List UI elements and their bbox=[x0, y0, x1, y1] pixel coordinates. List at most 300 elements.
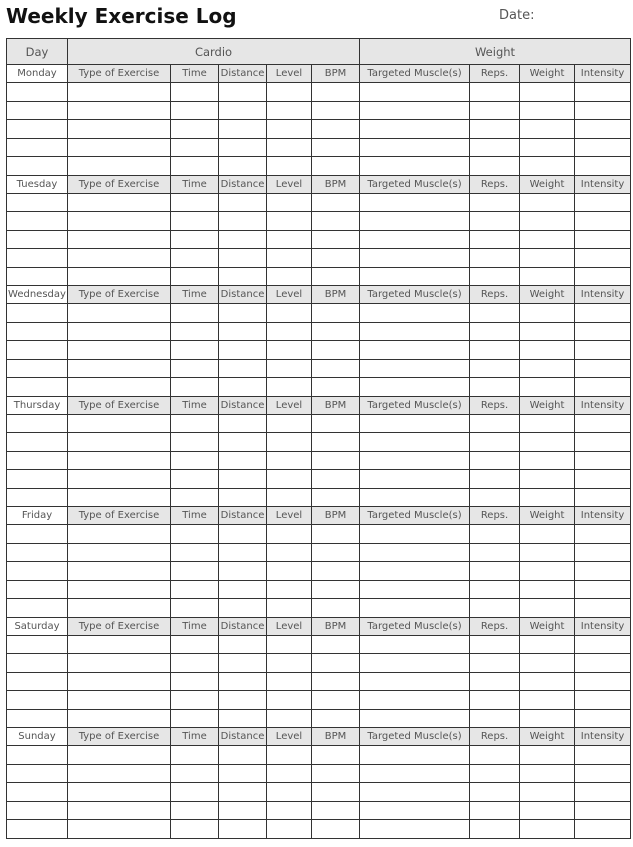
entry-cell[interactable] bbox=[312, 378, 360, 397]
entry-cell[interactable] bbox=[312, 120, 360, 139]
entry-cell[interactable] bbox=[68, 433, 171, 452]
entry-cell[interactable] bbox=[7, 120, 68, 139]
entry-cell[interactable] bbox=[575, 193, 631, 212]
entry-cell[interactable] bbox=[312, 451, 360, 470]
entry-cell[interactable] bbox=[267, 654, 312, 673]
entry-cell[interactable] bbox=[520, 433, 575, 452]
entry-cell[interactable] bbox=[171, 267, 219, 286]
entry-cell[interactable] bbox=[360, 414, 470, 433]
entry-cell[interactable] bbox=[7, 341, 68, 360]
entry-cell[interactable] bbox=[267, 120, 312, 139]
entry-cell[interactable] bbox=[267, 433, 312, 452]
entry-cell[interactable] bbox=[68, 691, 171, 710]
entry-cell[interactable] bbox=[267, 470, 312, 489]
entry-cell[interactable] bbox=[267, 212, 312, 231]
entry-cell[interactable] bbox=[575, 580, 631, 599]
entry-cell[interactable] bbox=[7, 83, 68, 102]
entry-cell[interactable] bbox=[68, 488, 171, 507]
entry-cell[interactable] bbox=[219, 488, 267, 507]
entry-cell[interactable] bbox=[219, 193, 267, 212]
entry-cell[interactable] bbox=[219, 359, 267, 378]
entry-cell[interactable] bbox=[312, 322, 360, 341]
entry-cell[interactable] bbox=[219, 672, 267, 691]
entry-cell[interactable] bbox=[575, 230, 631, 249]
entry-cell[interactable] bbox=[7, 267, 68, 286]
entry-cell[interactable] bbox=[267, 378, 312, 397]
entry-cell[interactable] bbox=[575, 691, 631, 710]
entry-cell[interactable] bbox=[360, 691, 470, 710]
entry-cell[interactable] bbox=[267, 322, 312, 341]
entry-cell[interactable] bbox=[470, 359, 520, 378]
entry-cell[interactable] bbox=[312, 414, 360, 433]
entry-cell[interactable] bbox=[171, 433, 219, 452]
entry-cell[interactable] bbox=[520, 672, 575, 691]
entry-cell[interactable] bbox=[267, 525, 312, 544]
entry-cell[interactable] bbox=[312, 599, 360, 618]
entry-cell[interactable] bbox=[7, 635, 68, 654]
entry-cell[interactable] bbox=[360, 599, 470, 618]
entry-cell[interactable] bbox=[171, 562, 219, 581]
entry-cell[interactable] bbox=[520, 249, 575, 268]
entry-cell[interactable] bbox=[219, 249, 267, 268]
entry-cell[interactable] bbox=[267, 635, 312, 654]
entry-cell[interactable] bbox=[470, 322, 520, 341]
entry-cell[interactable] bbox=[7, 470, 68, 489]
entry-cell[interactable] bbox=[470, 562, 520, 581]
entry-cell[interactable] bbox=[470, 378, 520, 397]
entry-cell[interactable] bbox=[68, 322, 171, 341]
entry-cell[interactable] bbox=[312, 562, 360, 581]
entry-cell[interactable] bbox=[267, 249, 312, 268]
entry-cell[interactable] bbox=[7, 488, 68, 507]
entry-cell[interactable] bbox=[68, 451, 171, 470]
entry-cell[interactable] bbox=[68, 267, 171, 286]
entry-cell[interactable] bbox=[7, 230, 68, 249]
entry-cell[interactable] bbox=[171, 599, 219, 618]
entry-cell[interactable] bbox=[7, 378, 68, 397]
entry-cell[interactable] bbox=[520, 562, 575, 581]
entry-cell[interactable] bbox=[68, 580, 171, 599]
entry-cell[interactable] bbox=[171, 341, 219, 360]
entry-cell[interactable] bbox=[219, 746, 267, 765]
entry-cell[interactable] bbox=[267, 543, 312, 562]
entry-cell[interactable] bbox=[171, 801, 219, 820]
entry-cell[interactable] bbox=[267, 801, 312, 820]
entry-cell[interactable] bbox=[575, 801, 631, 820]
entry-cell[interactable] bbox=[171, 322, 219, 341]
entry-cell[interactable] bbox=[575, 488, 631, 507]
entry-cell[interactable] bbox=[470, 820, 520, 839]
entry-cell[interactable] bbox=[360, 230, 470, 249]
entry-cell[interactable] bbox=[360, 249, 470, 268]
entry-cell[interactable] bbox=[171, 414, 219, 433]
entry-cell[interactable] bbox=[520, 488, 575, 507]
entry-cell[interactable] bbox=[520, 599, 575, 618]
entry-cell[interactable] bbox=[520, 691, 575, 710]
entry-cell[interactable] bbox=[68, 341, 171, 360]
entry-cell[interactable] bbox=[470, 654, 520, 673]
entry-cell[interactable] bbox=[171, 820, 219, 839]
entry-cell[interactable] bbox=[520, 193, 575, 212]
entry-cell[interactable] bbox=[7, 212, 68, 231]
entry-cell[interactable] bbox=[312, 525, 360, 544]
entry-cell[interactable] bbox=[360, 525, 470, 544]
entry-cell[interactable] bbox=[360, 120, 470, 139]
entry-cell[interactable] bbox=[267, 267, 312, 286]
entry-cell[interactable] bbox=[171, 138, 219, 157]
entry-cell[interactable] bbox=[219, 414, 267, 433]
entry-cell[interactable] bbox=[360, 488, 470, 507]
entry-cell[interactable] bbox=[219, 157, 267, 176]
entry-cell[interactable] bbox=[68, 138, 171, 157]
entry-cell[interactable] bbox=[575, 451, 631, 470]
entry-cell[interactable] bbox=[312, 635, 360, 654]
entry-cell[interactable] bbox=[267, 230, 312, 249]
entry-cell[interactable] bbox=[360, 304, 470, 323]
entry-cell[interactable] bbox=[470, 101, 520, 120]
entry-cell[interactable] bbox=[312, 359, 360, 378]
entry-cell[interactable] bbox=[171, 580, 219, 599]
entry-cell[interactable] bbox=[171, 120, 219, 139]
entry-cell[interactable] bbox=[219, 451, 267, 470]
entry-cell[interactable] bbox=[520, 746, 575, 765]
entry-cell[interactable] bbox=[267, 691, 312, 710]
entry-cell[interactable] bbox=[219, 120, 267, 139]
entry-cell[interactable] bbox=[470, 138, 520, 157]
entry-cell[interactable] bbox=[7, 543, 68, 562]
entry-cell[interactable] bbox=[219, 267, 267, 286]
entry-cell[interactable] bbox=[219, 562, 267, 581]
entry-cell[interactable] bbox=[520, 378, 575, 397]
entry-cell[interactable] bbox=[267, 451, 312, 470]
entry-cell[interactable] bbox=[360, 322, 470, 341]
entry-cell[interactable] bbox=[520, 341, 575, 360]
entry-cell[interactable] bbox=[520, 820, 575, 839]
entry-cell[interactable] bbox=[520, 230, 575, 249]
entry-cell[interactable] bbox=[360, 562, 470, 581]
entry-cell[interactable] bbox=[171, 672, 219, 691]
entry-cell[interactable] bbox=[219, 783, 267, 802]
entry-cell[interactable] bbox=[312, 488, 360, 507]
entry-cell[interactable] bbox=[7, 433, 68, 452]
entry-cell[interactable] bbox=[7, 820, 68, 839]
entry-cell[interactable] bbox=[520, 470, 575, 489]
entry-cell[interactable] bbox=[575, 83, 631, 102]
entry-cell[interactable] bbox=[267, 746, 312, 765]
entry-cell[interactable] bbox=[575, 525, 631, 544]
entry-cell[interactable] bbox=[68, 672, 171, 691]
entry-cell[interactable] bbox=[219, 138, 267, 157]
entry-cell[interactable] bbox=[520, 101, 575, 120]
entry-cell[interactable] bbox=[312, 580, 360, 599]
entry-cell[interactable] bbox=[312, 543, 360, 562]
entry-cell[interactable] bbox=[360, 341, 470, 360]
entry-cell[interactable] bbox=[68, 820, 171, 839]
entry-cell[interactable] bbox=[171, 212, 219, 231]
entry-cell[interactable] bbox=[470, 635, 520, 654]
entry-cell[interactable] bbox=[312, 783, 360, 802]
entry-cell[interactable] bbox=[360, 783, 470, 802]
entry-cell[interactable] bbox=[219, 599, 267, 618]
entry-cell[interactable] bbox=[68, 599, 171, 618]
entry-cell[interactable] bbox=[470, 414, 520, 433]
entry-cell[interactable] bbox=[312, 83, 360, 102]
entry-cell[interactable] bbox=[171, 709, 219, 728]
entry-cell[interactable] bbox=[520, 414, 575, 433]
entry-cell[interactable] bbox=[312, 764, 360, 783]
entry-cell[interactable] bbox=[171, 249, 219, 268]
entry-cell[interactable] bbox=[575, 138, 631, 157]
entry-cell[interactable] bbox=[267, 83, 312, 102]
entry-cell[interactable] bbox=[171, 746, 219, 765]
entry-cell[interactable] bbox=[575, 654, 631, 673]
entry-cell[interactable] bbox=[520, 635, 575, 654]
entry-cell[interactable] bbox=[470, 341, 520, 360]
entry-cell[interactable] bbox=[68, 543, 171, 562]
entry-cell[interactable] bbox=[312, 230, 360, 249]
entry-cell[interactable] bbox=[68, 101, 171, 120]
entry-cell[interactable] bbox=[7, 138, 68, 157]
entry-cell[interactable] bbox=[470, 433, 520, 452]
entry-cell[interactable] bbox=[470, 451, 520, 470]
entry-cell[interactable] bbox=[360, 820, 470, 839]
entry-cell[interactable] bbox=[520, 359, 575, 378]
entry-cell[interactable] bbox=[171, 470, 219, 489]
entry-cell[interactable] bbox=[267, 783, 312, 802]
entry-cell[interactable] bbox=[520, 580, 575, 599]
entry-cell[interactable] bbox=[219, 525, 267, 544]
entry-cell[interactable] bbox=[312, 746, 360, 765]
entry-cell[interactable] bbox=[575, 470, 631, 489]
entry-cell[interactable] bbox=[520, 764, 575, 783]
entry-cell[interactable] bbox=[470, 746, 520, 765]
entry-cell[interactable] bbox=[520, 304, 575, 323]
entry-cell[interactable] bbox=[470, 672, 520, 691]
entry-cell[interactable] bbox=[575, 212, 631, 231]
entry-cell[interactable] bbox=[7, 672, 68, 691]
entry-cell[interactable] bbox=[68, 414, 171, 433]
entry-cell[interactable] bbox=[68, 635, 171, 654]
entry-cell[interactable] bbox=[7, 709, 68, 728]
entry-cell[interactable] bbox=[171, 764, 219, 783]
entry-cell[interactable] bbox=[219, 654, 267, 673]
entry-cell[interactable] bbox=[171, 451, 219, 470]
entry-cell[interactable] bbox=[470, 83, 520, 102]
entry-cell[interactable] bbox=[7, 783, 68, 802]
entry-cell[interactable] bbox=[68, 470, 171, 489]
entry-cell[interactable] bbox=[68, 746, 171, 765]
entry-cell[interactable] bbox=[312, 212, 360, 231]
entry-cell[interactable] bbox=[575, 157, 631, 176]
entry-cell[interactable] bbox=[520, 801, 575, 820]
entry-cell[interactable] bbox=[360, 635, 470, 654]
entry-cell[interactable] bbox=[171, 304, 219, 323]
entry-cell[interactable] bbox=[470, 525, 520, 544]
entry-cell[interactable] bbox=[219, 820, 267, 839]
entry-cell[interactable] bbox=[520, 212, 575, 231]
entry-cell[interactable] bbox=[470, 488, 520, 507]
entry-cell[interactable] bbox=[360, 138, 470, 157]
entry-cell[interactable] bbox=[68, 83, 171, 102]
entry-cell[interactable] bbox=[171, 654, 219, 673]
entry-cell[interactable] bbox=[520, 709, 575, 728]
entry-cell[interactable] bbox=[68, 230, 171, 249]
entry-cell[interactable] bbox=[520, 543, 575, 562]
entry-cell[interactable] bbox=[470, 304, 520, 323]
entry-cell[interactable] bbox=[312, 470, 360, 489]
entry-cell[interactable] bbox=[575, 543, 631, 562]
entry-cell[interactable] bbox=[312, 304, 360, 323]
entry-cell[interactable] bbox=[470, 230, 520, 249]
entry-cell[interactable] bbox=[360, 193, 470, 212]
entry-cell[interactable] bbox=[470, 783, 520, 802]
entry-cell[interactable] bbox=[7, 599, 68, 618]
entry-cell[interactable] bbox=[470, 193, 520, 212]
entry-cell[interactable] bbox=[171, 193, 219, 212]
entry-cell[interactable] bbox=[219, 801, 267, 820]
entry-cell[interactable] bbox=[219, 709, 267, 728]
entry-cell[interactable] bbox=[171, 230, 219, 249]
entry-cell[interactable] bbox=[575, 414, 631, 433]
entry-cell[interactable] bbox=[7, 101, 68, 120]
entry-cell[interactable] bbox=[267, 599, 312, 618]
entry-cell[interactable] bbox=[7, 562, 68, 581]
entry-cell[interactable] bbox=[7, 414, 68, 433]
entry-cell[interactable] bbox=[7, 654, 68, 673]
entry-cell[interactable] bbox=[360, 746, 470, 765]
entry-cell[interactable] bbox=[520, 654, 575, 673]
entry-cell[interactable] bbox=[575, 562, 631, 581]
entry-cell[interactable] bbox=[68, 249, 171, 268]
entry-cell[interactable] bbox=[267, 488, 312, 507]
entry-cell[interactable] bbox=[7, 764, 68, 783]
entry-cell[interactable] bbox=[360, 580, 470, 599]
entry-cell[interactable] bbox=[575, 783, 631, 802]
entry-cell[interactable] bbox=[520, 451, 575, 470]
entry-cell[interactable] bbox=[267, 820, 312, 839]
entry-cell[interactable] bbox=[360, 470, 470, 489]
entry-cell[interactable] bbox=[520, 83, 575, 102]
entry-cell[interactable] bbox=[470, 599, 520, 618]
entry-cell[interactable] bbox=[171, 635, 219, 654]
entry-cell[interactable] bbox=[171, 378, 219, 397]
entry-cell[interactable] bbox=[575, 322, 631, 341]
entry-cell[interactable] bbox=[575, 764, 631, 783]
entry-cell[interactable] bbox=[360, 83, 470, 102]
entry-cell[interactable] bbox=[219, 543, 267, 562]
entry-cell[interactable] bbox=[470, 543, 520, 562]
entry-cell[interactable] bbox=[312, 820, 360, 839]
entry-cell[interactable] bbox=[575, 672, 631, 691]
entry-cell[interactable] bbox=[312, 691, 360, 710]
entry-cell[interactable] bbox=[219, 433, 267, 452]
entry-cell[interactable] bbox=[267, 414, 312, 433]
entry-cell[interactable] bbox=[575, 120, 631, 139]
entry-cell[interactable] bbox=[7, 193, 68, 212]
entry-cell[interactable] bbox=[470, 212, 520, 231]
entry-cell[interactable] bbox=[312, 138, 360, 157]
entry-cell[interactable] bbox=[68, 157, 171, 176]
entry-cell[interactable] bbox=[312, 341, 360, 360]
entry-cell[interactable] bbox=[267, 709, 312, 728]
entry-cell[interactable] bbox=[312, 193, 360, 212]
entry-cell[interactable] bbox=[360, 267, 470, 286]
entry-cell[interactable] bbox=[470, 801, 520, 820]
entry-cell[interactable] bbox=[312, 101, 360, 120]
entry-cell[interactable] bbox=[575, 341, 631, 360]
entry-cell[interactable] bbox=[520, 525, 575, 544]
entry-cell[interactable] bbox=[267, 580, 312, 599]
entry-cell[interactable] bbox=[7, 451, 68, 470]
entry-cell[interactable] bbox=[575, 304, 631, 323]
entry-cell[interactable] bbox=[312, 801, 360, 820]
entry-cell[interactable] bbox=[219, 83, 267, 102]
entry-cell[interactable] bbox=[68, 709, 171, 728]
entry-cell[interactable] bbox=[312, 267, 360, 286]
entry-cell[interactable] bbox=[171, 359, 219, 378]
entry-cell[interactable] bbox=[520, 120, 575, 139]
entry-cell[interactable] bbox=[360, 451, 470, 470]
entry-cell[interactable] bbox=[7, 249, 68, 268]
entry-cell[interactable] bbox=[68, 193, 171, 212]
entry-cell[interactable] bbox=[68, 562, 171, 581]
entry-cell[interactable] bbox=[267, 764, 312, 783]
entry-cell[interactable] bbox=[7, 322, 68, 341]
entry-cell[interactable] bbox=[312, 672, 360, 691]
entry-cell[interactable] bbox=[267, 359, 312, 378]
entry-cell[interactable] bbox=[312, 433, 360, 452]
entry-cell[interactable] bbox=[267, 193, 312, 212]
entry-cell[interactable] bbox=[312, 709, 360, 728]
entry-cell[interactable] bbox=[575, 101, 631, 120]
entry-cell[interactable] bbox=[171, 488, 219, 507]
entry-cell[interactable] bbox=[219, 470, 267, 489]
entry-cell[interactable] bbox=[171, 525, 219, 544]
entry-cell[interactable] bbox=[171, 157, 219, 176]
entry-cell[interactable] bbox=[360, 709, 470, 728]
entry-cell[interactable] bbox=[7, 801, 68, 820]
entry-cell[interactable] bbox=[7, 304, 68, 323]
entry-cell[interactable] bbox=[520, 157, 575, 176]
entry-cell[interactable] bbox=[171, 691, 219, 710]
entry-cell[interactable] bbox=[219, 341, 267, 360]
entry-cell[interactable] bbox=[470, 709, 520, 728]
entry-cell[interactable] bbox=[575, 746, 631, 765]
entry-cell[interactable] bbox=[267, 101, 312, 120]
entry-cell[interactable] bbox=[360, 654, 470, 673]
entry-cell[interactable] bbox=[68, 525, 171, 544]
entry-cell[interactable] bbox=[68, 654, 171, 673]
entry-cell[interactable] bbox=[360, 543, 470, 562]
entry-cell[interactable] bbox=[470, 580, 520, 599]
entry-cell[interactable] bbox=[171, 543, 219, 562]
entry-cell[interactable] bbox=[360, 378, 470, 397]
entry-cell[interactable] bbox=[219, 230, 267, 249]
entry-cell[interactable] bbox=[68, 212, 171, 231]
entry-cell[interactable] bbox=[7, 359, 68, 378]
entry-cell[interactable] bbox=[520, 322, 575, 341]
entry-cell[interactable] bbox=[267, 138, 312, 157]
entry-cell[interactable] bbox=[575, 267, 631, 286]
entry-cell[interactable] bbox=[267, 304, 312, 323]
entry-cell[interactable] bbox=[68, 764, 171, 783]
entry-cell[interactable] bbox=[360, 101, 470, 120]
entry-cell[interactable] bbox=[312, 157, 360, 176]
entry-cell[interactable] bbox=[470, 157, 520, 176]
entry-cell[interactable] bbox=[171, 783, 219, 802]
entry-cell[interactable] bbox=[360, 764, 470, 783]
entry-cell[interactable] bbox=[470, 470, 520, 489]
